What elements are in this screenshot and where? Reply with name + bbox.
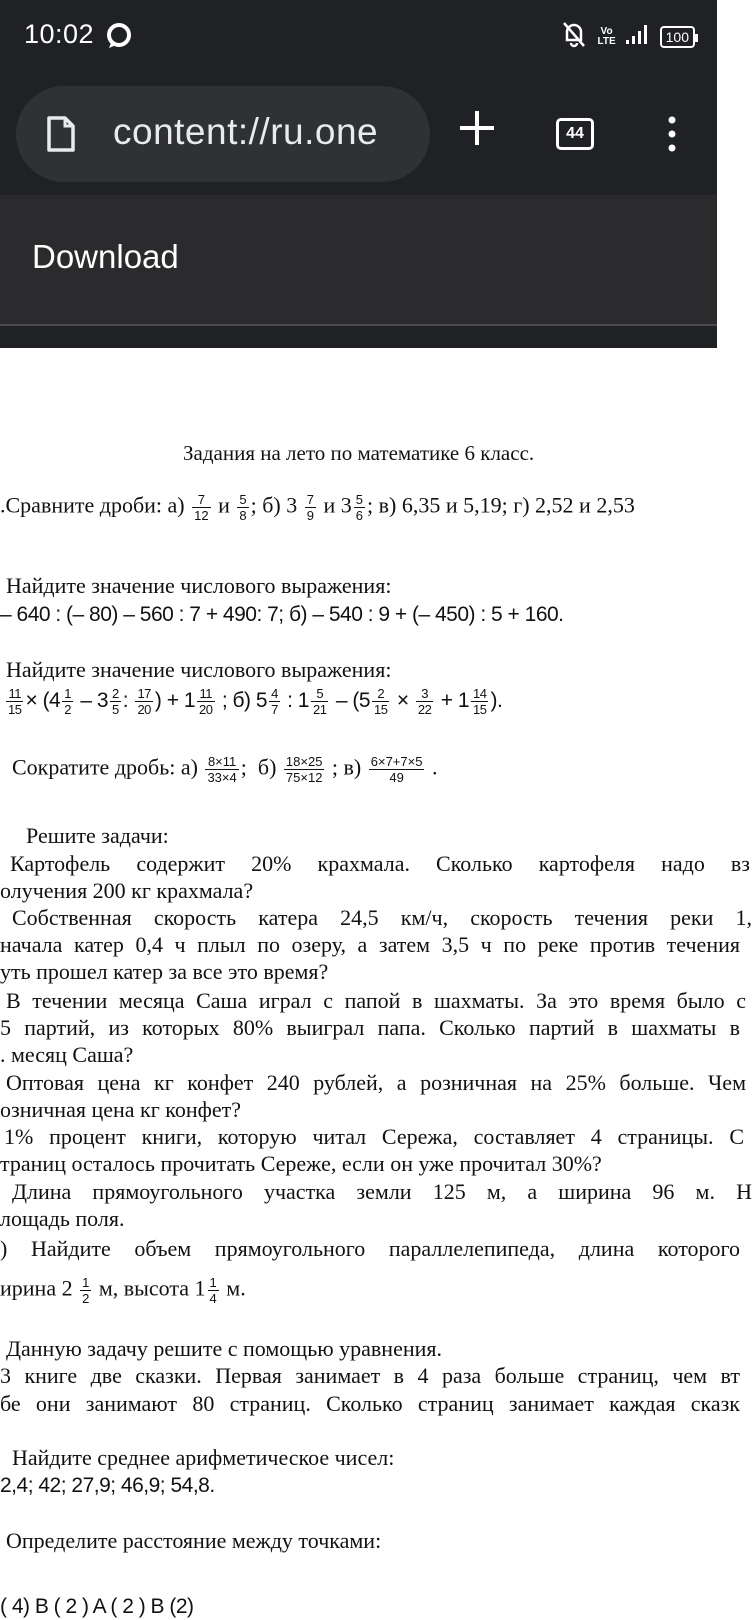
mute-notifications-icon bbox=[561, 20, 587, 53]
task-3-expression bbox=[4, 686, 502, 717]
volte-top: Vo bbox=[600, 25, 613, 37]
numerator: 3 bbox=[421, 686, 429, 701]
problem-line: Длина прямоугольного участка земли 125 м, а ширина 96 м. Н bbox=[12, 1179, 752, 1204]
problem-line: 5 партий, из которых 80% выиграл папа. Сколько партий в шахматы в bbox=[0, 1015, 740, 1040]
denominator: 2 bbox=[82, 1291, 90, 1306]
task-6-heading: Данную задачу решите с помощью уравнения. bbox=[6, 1336, 443, 1361]
task-4-prefix: Сократите дробь: а) bbox=[12, 754, 198, 780]
task-2-heading: Найдите значение числового выражения: bbox=[6, 573, 392, 598]
more-menu-icon[interactable] bbox=[667, 116, 677, 157]
denominator: 5 bbox=[112, 702, 119, 717]
expr-part: ; б) 5 bbox=[221, 689, 268, 713]
fraction bbox=[284, 754, 325, 785]
expr-part: м, высота 1 bbox=[98, 1275, 206, 1301]
task-2-expression: – 640 : (– 80) – 560 : 7 + 490: 7; б) – 540 : 9 + (– 450) : 5 + 160. bbox=[0, 603, 564, 626]
document-page bbox=[0, 348, 752, 1618]
problem-line: олучения 200 кг крахмала? bbox=[0, 878, 254, 903]
numerator: 11 bbox=[8, 686, 21, 701]
task-4-b-label: б) bbox=[257, 754, 277, 780]
numerator: 1 bbox=[64, 686, 71, 701]
expr-part: × bbox=[396, 689, 409, 713]
numerator: 7 bbox=[197, 492, 205, 507]
task-8-heading: Определите расстояние между точками: bbox=[6, 1528, 382, 1553]
fraction bbox=[369, 754, 425, 785]
fraction bbox=[192, 492, 210, 523]
expr-part: ). bbox=[490, 689, 503, 713]
problem-line: В течении месяца Саша играл с папой в шахматы. За это время было с bbox=[6, 988, 746, 1013]
numerator: 5 bbox=[316, 686, 324, 701]
fraction bbox=[110, 686, 121, 717]
denominator: 8 bbox=[239, 508, 247, 523]
expr-part: + 1 bbox=[440, 689, 470, 713]
denominator: 15 bbox=[473, 702, 487, 717]
fraction bbox=[237, 492, 248, 523]
fraction bbox=[372, 686, 389, 717]
task-1-prefix: .Сравните дроби: а) bbox=[0, 492, 185, 518]
numerator: 7 bbox=[306, 492, 314, 507]
viewer-top-gap bbox=[0, 326, 717, 348]
fraction bbox=[471, 686, 488, 717]
problem-line: лощадь поля. bbox=[0, 1206, 125, 1231]
new-tab-icon[interactable] bbox=[458, 109, 496, 152]
denominator: 2 bbox=[64, 702, 71, 717]
battery-indicator: 100 bbox=[660, 26, 695, 48]
problem-line: Оптовая цена кг конфет 240 рублей, а розничная на 25% больше. Чем bbox=[6, 1070, 746, 1095]
expr-part: × (4 bbox=[25, 689, 61, 713]
fraction bbox=[354, 492, 365, 523]
denominator: 7 bbox=[271, 702, 278, 717]
chat-bubble-icon bbox=[106, 23, 132, 54]
volte-indicator bbox=[597, 27, 615, 47]
denominator: 20 bbox=[137, 702, 151, 717]
problem-line: . месяц Саша? bbox=[0, 1042, 134, 1067]
task-1-suffix: ; в) 6,35 и 5,19; г) 2,52 и 2,53 bbox=[367, 492, 635, 518]
numerator: 11 bbox=[199, 686, 213, 701]
download-button[interactable]: Download bbox=[32, 238, 179, 275]
address-text[interactable]: content://ru.one bbox=[113, 111, 379, 152]
expr-part: ) + 1 bbox=[154, 689, 196, 713]
task-7-values: 2,4; 42; 27,9; 46,9; 54,8. bbox=[0, 1474, 215, 1497]
denominator: 33×4 bbox=[207, 770, 237, 785]
fraction bbox=[416, 686, 433, 717]
numerator: 18×25 bbox=[285, 754, 323, 769]
task-7-heading: Найдите среднее арифметическое чисел: bbox=[12, 1445, 395, 1470]
task-1-mid: ; б) 3 bbox=[250, 492, 298, 518]
denominator: 49 bbox=[369, 769, 425, 785]
numerator: 5 bbox=[355, 492, 363, 507]
volte-bottom: LTE bbox=[597, 35, 616, 47]
numerator: 14 bbox=[473, 686, 487, 701]
document-title: Задания на лето по математике 6 класс. bbox=[183, 441, 535, 465]
denominator: 21 bbox=[313, 702, 327, 717]
fraction bbox=[80, 1275, 91, 1306]
denominator: 15 bbox=[374, 702, 388, 717]
numerator: 8×11 bbox=[207, 754, 237, 769]
task-6-line: бе они занимают 80 страниц. Сколько страниц занимает каждая сказк bbox=[0, 1391, 740, 1416]
tab-switcher-button[interactable]: 44 bbox=[556, 118, 594, 150]
task-4-sep: ; в) bbox=[331, 754, 362, 780]
expr-part: – 3 bbox=[80, 689, 109, 713]
expr-part: м. bbox=[226, 1275, 246, 1301]
expr-part: ирина 2 bbox=[0, 1275, 73, 1301]
numerator: 2 bbox=[377, 686, 385, 701]
status-indicators bbox=[561, 20, 695, 53]
fraction bbox=[305, 492, 316, 523]
fraction bbox=[311, 686, 328, 717]
fraction bbox=[135, 686, 152, 717]
problem-line: начала катер 0,4 ч плыл по озеру, а затем 3,5 ч по реке против течения bbox=[0, 932, 740, 957]
fraction bbox=[197, 686, 214, 717]
task-5-heading: Решите задачи: bbox=[26, 823, 169, 848]
problem-line: ) Найдите объем прямоугольного параллелепипеда, длина которого bbox=[0, 1236, 740, 1261]
task-1-and2: и 3 bbox=[323, 492, 352, 518]
task-4-sep: ; bbox=[240, 754, 247, 780]
download-bar bbox=[0, 195, 717, 325]
signal-icon bbox=[626, 23, 650, 50]
denominator: 4 bbox=[209, 1291, 217, 1306]
denominator: 12 bbox=[194, 508, 209, 523]
address-bar[interactable] bbox=[16, 86, 430, 182]
denominator: 15 bbox=[8, 702, 22, 717]
task-6-line: 3 книге две сказки. Первая занимает в 4 раза больше страниц, чем вт bbox=[0, 1363, 740, 1388]
status-time: 10:02 bbox=[24, 19, 95, 49]
numerator: 5 bbox=[239, 492, 247, 507]
denominator: 22 bbox=[417, 702, 432, 717]
numerator: 2 bbox=[112, 686, 119, 701]
document-icon bbox=[46, 116, 76, 157]
fraction bbox=[269, 686, 280, 717]
problem-line: уть прошел катер за все это время? bbox=[0, 959, 329, 984]
denominator: 20 bbox=[199, 702, 213, 717]
numerator: 1 bbox=[82, 1275, 90, 1290]
task-4 bbox=[12, 754, 437, 785]
numerator: 4 bbox=[271, 686, 278, 701]
problem-line: траниц осталось прочитать Сереже, если он уже прочитал 30%? bbox=[0, 1151, 602, 1176]
status-bar bbox=[0, 0, 717, 72]
denominator: 9 bbox=[306, 508, 314, 523]
numerator: 1 bbox=[209, 1275, 217, 1290]
fraction bbox=[208, 1275, 219, 1306]
task-1 bbox=[0, 492, 635, 523]
problem-line: Картофель содержит 20% крахмала. Сколько картофеля надо вз bbox=[10, 851, 750, 876]
fraction bbox=[62, 686, 73, 717]
problem-line: 1% процент книги, которую читал Сережа, составляет 4 страницы. С bbox=[4, 1124, 744, 1149]
numerator: 6×7+7×5 bbox=[370, 754, 423, 769]
task-4-end: . bbox=[431, 754, 438, 780]
fraction bbox=[6, 686, 23, 717]
task-1-and: и bbox=[218, 492, 230, 518]
fraction bbox=[205, 754, 238, 785]
browser-toolbar bbox=[0, 72, 717, 195]
problem-line: Собственная скорость катера 24,5 км/ч, скорость течения реки 1, bbox=[12, 905, 752, 930]
volume-dimensions-line bbox=[0, 1275, 246, 1306]
expr-part: : 1 bbox=[287, 689, 309, 713]
problem-line: озничная цена кг конфет? bbox=[0, 1097, 241, 1122]
task-8-partial: ( 4) B ( 2 ) A ( 2 ) B (2) bbox=[0, 1595, 194, 1618]
task-3-heading: Найдите значение числового выражения: bbox=[6, 657, 392, 682]
numerator: 17 bbox=[137, 686, 151, 701]
denominator: 75×12 bbox=[285, 770, 323, 785]
denominator: 6 bbox=[355, 508, 363, 523]
expr-part: : bbox=[122, 689, 129, 713]
expr-part: – (5 bbox=[335, 689, 370, 713]
